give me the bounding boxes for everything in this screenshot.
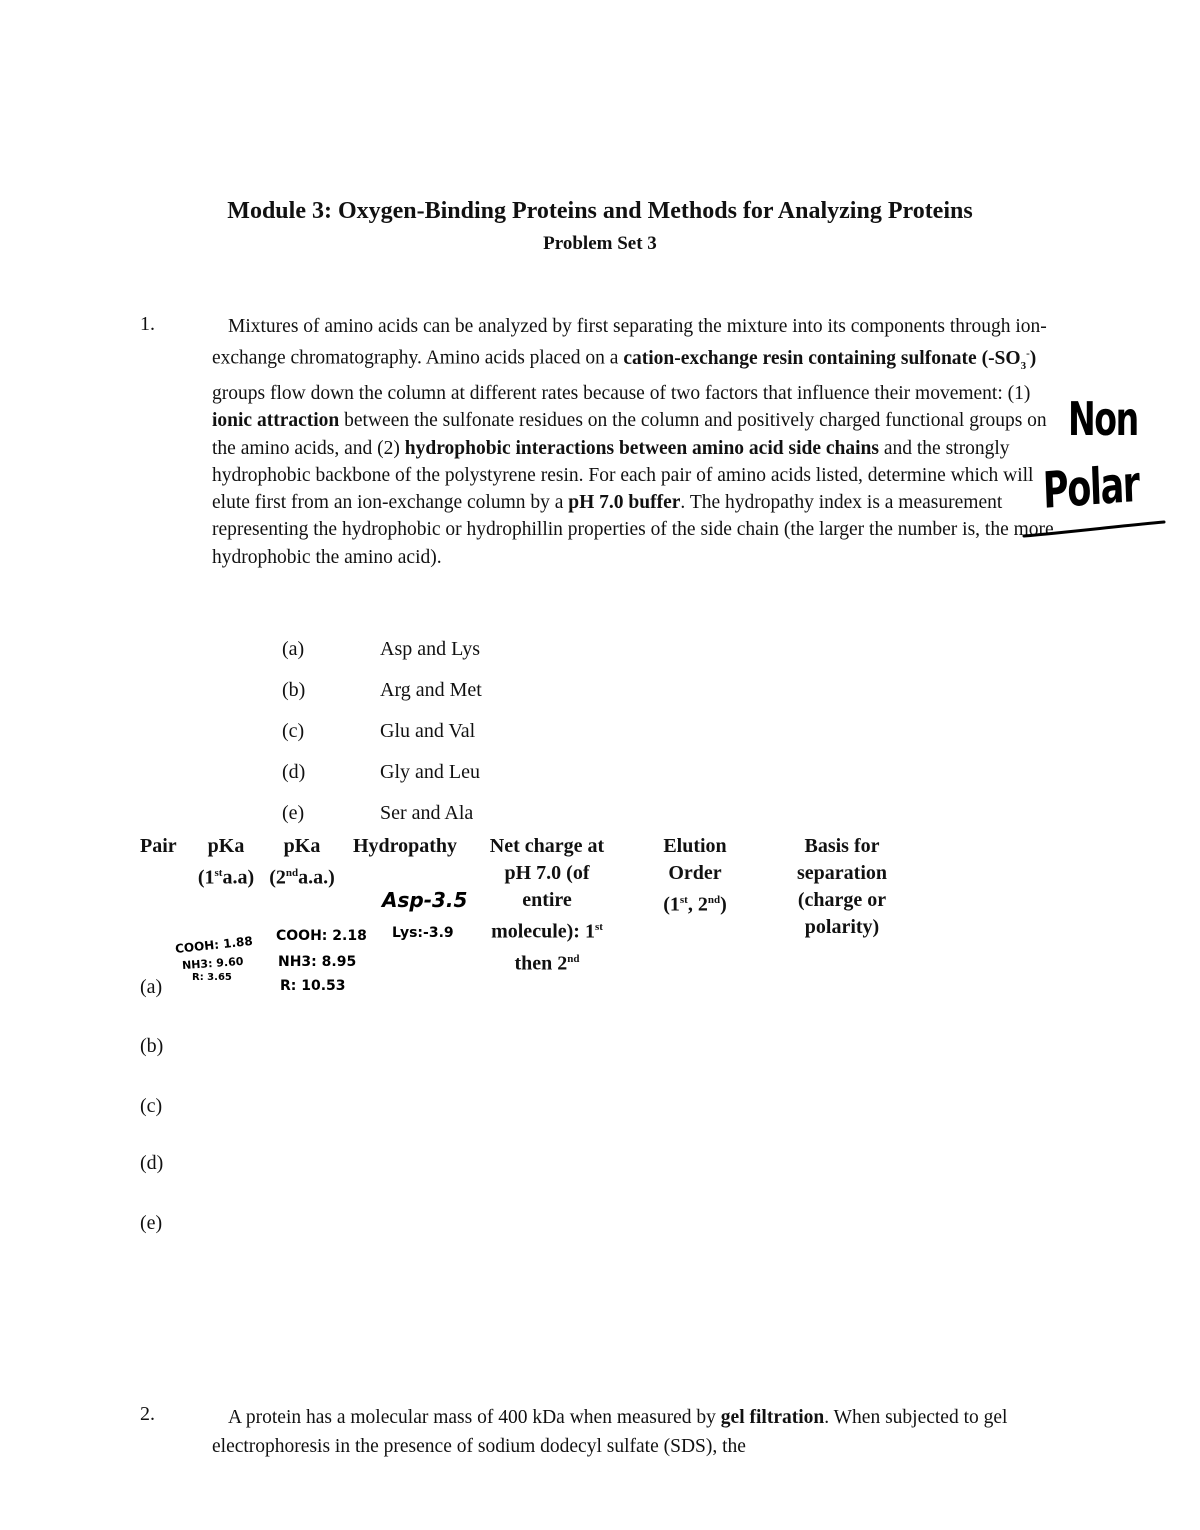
handwritten-pka1-3: R: 3.65: [192, 972, 232, 983]
handwritten-pka2-1: COOH: 2.18: [276, 928, 367, 944]
q2-text-2: . When subjected to gel electrophoresis in the presence of sodium dodecyl sulfate (SDS), the: [212, 1407, 1008, 1457]
option-e-text: Ser and Ala: [380, 802, 474, 824]
margin-underline-stroke: [1020, 512, 1170, 542]
header-net-charge: Net charge at pH 7.0 (of entire molecule): 1st then 2nd: [489, 835, 605, 975]
handwritten-pka2-2: NH3: 8.95: [278, 954, 357, 970]
q1-intro-1: Mixtures of amino acids can be analyzed by first separating the mixture into its components through ion-exchange chromatography. Amino acids placed on a: [212, 316, 1047, 369]
q1-intro-2: groups flow down the column at different rates because of two factors that influence their movement: (1): [212, 382, 1031, 404]
table-row-c: (c): [140, 1095, 163, 1117]
question-1-text: [212, 313, 1062, 571]
page-subtitle: Problem Set 3: [543, 233, 657, 254]
option-d-letter: (d): [282, 761, 306, 783]
margin-note-line2: Polar: [1042, 454, 1140, 520]
option-c-text: Glu and Val: [380, 720, 476, 742]
margin-note-line1: Non: [1068, 392, 1138, 446]
page-title: Module 3: Oxygen-Binding Proteins and Methods for Analyzing Proteins: [227, 198, 973, 224]
header-basis: Basis for separation (charge or polarity): [797, 835, 887, 938]
q1-bold-1: cation-exchange resin containing sulfonate $(-SO_3^-)$: [623, 347, 1037, 372]
table-row-d: (d): [140, 1152, 164, 1174]
handwritten-hydropathy-1: Asp-3.5: [382, 888, 468, 912]
header-pair: Pair: [140, 835, 177, 857]
question-2-number: 2.: [140, 1403, 155, 1425]
question-2-text: [212, 1403, 1062, 1461]
header-hydropathy: Hydropathy: [352, 835, 458, 857]
handwritten-hydropathy-2: Lys:-3.9: [392, 925, 454, 941]
option-b-text: Arg and Met: [380, 679, 482, 701]
q1-intro-3: between the sulfonate residues on the column and positively charged functional groups on the amino acids, and (2): [212, 410, 1047, 459]
option-a-letter: (a): [282, 638, 305, 660]
handwritten-pka1-1: COOH: 1.88: [174, 933, 254, 957]
header-pka-1: pKa (1sta.a): [197, 835, 255, 889]
table-row-b: (b): [140, 1035, 164, 1057]
header-elution-order: Elution Order (1st, 2nd): [663, 835, 727, 916]
q1-bold-2: ionic attraction: [212, 410, 340, 432]
option-e-letter: (e): [282, 802, 305, 824]
q2-bold-1: gel filtration: [720, 1407, 825, 1428]
q1-bold-4: pH 7.0 buffer: [568, 492, 681, 514]
table-row-a: (a): [140, 976, 163, 998]
q1-intro-4: and the strongly hydrophobic backbone of the polystyrene resin. For each pair of amino acids listed, determine which will elute first from an ion-exchange column by a: [212, 437, 1034, 514]
option-d-text: Gly and Leu: [380, 761, 480, 783]
table-row-e: (e): [140, 1212, 163, 1234]
q1-intro-5: . The hydropathy index is a measurement representing the hydrophobic or hydrophillin properties of the side chain (the larger the number is, the more hydrophobic the amino acid).: [212, 492, 1054, 568]
q2-text-1: A protein has a molecular mass of 400 kDa when measured by: [228, 1407, 721, 1428]
option-b-letter: (b): [282, 679, 306, 701]
handwritten-pka1-2: NH3: 9.60: [181, 954, 244, 973]
q1-bold-3: hydrophobic interactions between amino acid side chains: [404, 437, 879, 459]
option-a-text: Asp and Lys: [380, 638, 480, 660]
option-c-letter: (c): [282, 720, 305, 742]
question-1-number: 1.: [140, 313, 155, 335]
header-pka-2: pKa (2nda.a.): [269, 835, 335, 889]
handwritten-pka2-3: R: 10.53: [280, 978, 346, 994]
